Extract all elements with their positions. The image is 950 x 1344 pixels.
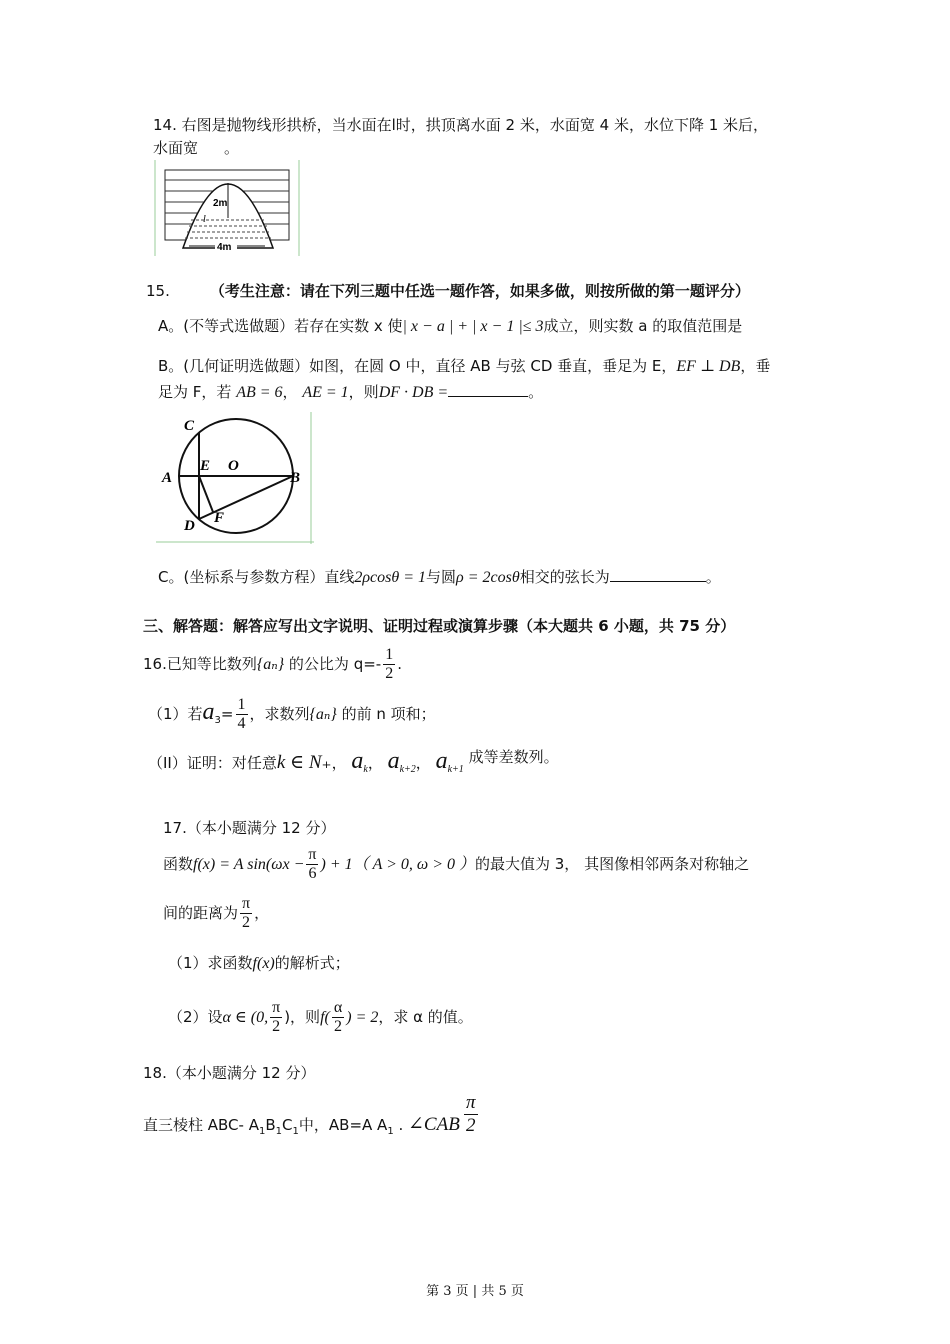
t: k ∈ N₊ bbox=[276, 752, 332, 773]
section3-title: 三、解答题：解答应写出文字说明、证明过程或演算步骤（本大题共 6 小题，共 75 分） bbox=[143, 617, 736, 635]
t: {aₙ} bbox=[309, 706, 337, 723]
fraction bbox=[270, 999, 282, 1036]
q16-part1 bbox=[148, 695, 436, 738]
t: ， bbox=[415, 754, 431, 772]
t: ρ = 2cosθ bbox=[456, 569, 520, 586]
q15-c bbox=[158, 567, 721, 588]
q17-line1 bbox=[163, 845, 749, 884]
t: ∠CAB bbox=[408, 1114, 460, 1135]
t: ， bbox=[331, 754, 347, 772]
label-o: O bbox=[228, 458, 239, 474]
t: = bbox=[220, 705, 234, 723]
t: ， bbox=[282, 383, 298, 401]
t: 2 bbox=[272, 1018, 281, 1035]
q17-part1 bbox=[168, 953, 350, 974]
q16-part2 bbox=[148, 742, 559, 785]
t: a bbox=[351, 748, 364, 774]
circle-figure bbox=[156, 412, 314, 544]
q15-num: 15. bbox=[146, 282, 170, 300]
t: 中，AB=A A bbox=[298, 1116, 388, 1134]
t: 与圆 bbox=[426, 568, 457, 586]
t: . bbox=[397, 655, 402, 673]
t: a bbox=[387, 748, 400, 774]
t: f( bbox=[320, 1009, 330, 1026]
t: π bbox=[272, 999, 281, 1016]
t: 2 bbox=[466, 1115, 476, 1136]
t: AB = 6 bbox=[236, 384, 283, 401]
t: a bbox=[202, 699, 215, 725]
label-a: A bbox=[162, 470, 173, 486]
label-d: D bbox=[184, 518, 195, 534]
t: 的公比为 q=- bbox=[288, 655, 382, 673]
width-label: 4m bbox=[217, 242, 232, 253]
q14-line2-text: 水面宽 bbox=[153, 139, 199, 157]
t: 2 bbox=[385, 665, 394, 682]
t: ，则 bbox=[348, 383, 379, 401]
fraction bbox=[332, 999, 344, 1036]
t: （2）设 bbox=[168, 1008, 223, 1026]
q15-b-math: EF ⊥ DB bbox=[676, 358, 741, 375]
q15-a-math: | x − a | + | x − 1 |≤ 3 bbox=[402, 318, 544, 335]
q15-b-line1 bbox=[158, 356, 770, 377]
q17-part2 bbox=[168, 998, 473, 1037]
arch-bridge-figure bbox=[153, 160, 301, 256]
t: （II）证明：对任意 bbox=[148, 754, 277, 772]
q15-b-line2 bbox=[158, 382, 543, 403]
t: 16.已知等比数列 bbox=[143, 655, 257, 673]
t: π bbox=[308, 846, 317, 863]
t: ， bbox=[254, 904, 270, 922]
q15-a-pre: A。(不等式选做题）若存在实数 x 使 bbox=[158, 317, 403, 335]
t: 的解析式； bbox=[274, 954, 350, 972]
q15-header-text: （考生注意：请在下列三题中任选一题作答，如果多做，则按所做的第一题评分） bbox=[209, 282, 750, 300]
q15-b-post: ，垂 bbox=[740, 357, 771, 375]
t: 直三棱柱 ABC- A bbox=[143, 1116, 259, 1134]
q16-stem bbox=[143, 646, 402, 683]
t: )，则 bbox=[284, 1008, 321, 1026]
q15-a-post: 成立，则实数 a 的取值范围是 bbox=[543, 317, 743, 335]
t: C。(坐标系与参数方程）直线 bbox=[158, 568, 355, 586]
t: （ A > 0, ω > 0 ） bbox=[352, 856, 475, 873]
t: （1）若 bbox=[148, 705, 203, 723]
t: AE = 1 bbox=[302, 384, 349, 401]
t: 相交的弦长为 bbox=[519, 568, 610, 586]
t: 1 bbox=[237, 696, 246, 713]
t: 3 bbox=[214, 715, 221, 726]
q14-line1: 14. 右图是抛物线形拱桥，当水面在l时，拱顶离水面 2 米，水面宽 4 米，水位下降 1 米后， bbox=[153, 116, 769, 134]
q17-header: 17.（本小题满分 12 分） bbox=[163, 819, 336, 837]
t: 6 bbox=[308, 865, 317, 882]
t: k bbox=[363, 764, 368, 775]
q15-header bbox=[146, 281, 750, 301]
q18-header: 18.（本小题满分 12 分） bbox=[143, 1064, 316, 1082]
t: {aₙ} bbox=[256, 656, 285, 673]
q18-line1: 直三棱柱 ABC- $A_1B_1C_1$中，AB=A $A_1$ . ∠CAB bbox=[143, 1114, 460, 1137]
label-c: C bbox=[184, 418, 195, 434]
t: k+2 bbox=[399, 764, 416, 775]
t: π bbox=[466, 1092, 476, 1113]
q18-fraction bbox=[464, 1092, 478, 1137]
fraction bbox=[236, 696, 248, 733]
t: 2 bbox=[334, 1018, 343, 1035]
t: π bbox=[242, 895, 251, 912]
fraction bbox=[240, 895, 252, 932]
t: a bbox=[435, 748, 448, 774]
label-b: B bbox=[290, 470, 301, 486]
label-e: E bbox=[200, 458, 211, 474]
t: 间的距离为 bbox=[163, 904, 239, 922]
t: f(x) = A sin(ωx − bbox=[193, 856, 305, 873]
t: （1）求函数 bbox=[168, 954, 253, 972]
t: ) = 2 bbox=[346, 1009, 379, 1026]
t: k+1 bbox=[447, 764, 464, 775]
label-f: F bbox=[214, 510, 225, 526]
t: 1 bbox=[385, 646, 394, 663]
q17-line2 bbox=[163, 894, 269, 932]
q14-end: 。 bbox=[224, 139, 240, 157]
t: 成等差数列。 bbox=[468, 748, 559, 766]
t: ，求 α 的值。 bbox=[378, 1008, 473, 1026]
t: 。 bbox=[528, 383, 544, 401]
t: ， bbox=[367, 754, 383, 772]
t: α bbox=[333, 999, 343, 1016]
height-label: 2m bbox=[213, 198, 228, 209]
t: 的最大值为 3， 其图像相邻两条对称轴之 bbox=[475, 855, 750, 873]
t: 足为 F，若 bbox=[158, 383, 232, 401]
t: 的前 n 项和； bbox=[341, 705, 436, 723]
q15-a bbox=[158, 316, 742, 337]
t: ) + 1 bbox=[320, 856, 353, 873]
water-line-label: l bbox=[203, 214, 206, 225]
t: 4 bbox=[237, 715, 246, 732]
t: f(x) bbox=[252, 955, 275, 972]
t: DF · DB = bbox=[378, 384, 449, 401]
fraction bbox=[306, 846, 318, 883]
fraction bbox=[383, 646, 395, 683]
t: ，求数列 bbox=[249, 705, 310, 723]
q15-b-pre: B。(几何证明选做题）如图，在圆 O 中，直径 AB 与弦 CD 垂直，垂足为 E， bbox=[158, 357, 677, 375]
t: α ∈ (0, bbox=[222, 1009, 269, 1026]
page-footer: 第 3 页 | 共 5 页 bbox=[426, 1284, 524, 1299]
t: 2 bbox=[242, 914, 251, 931]
answer-blank[interactable] bbox=[448, 382, 528, 397]
answer-blank[interactable] bbox=[610, 567, 706, 582]
t: 2ρcosθ = 1 bbox=[354, 569, 426, 586]
t: 。 bbox=[705, 568, 721, 586]
t: 函数 bbox=[163, 855, 194, 873]
q14-line2 bbox=[153, 138, 239, 158]
